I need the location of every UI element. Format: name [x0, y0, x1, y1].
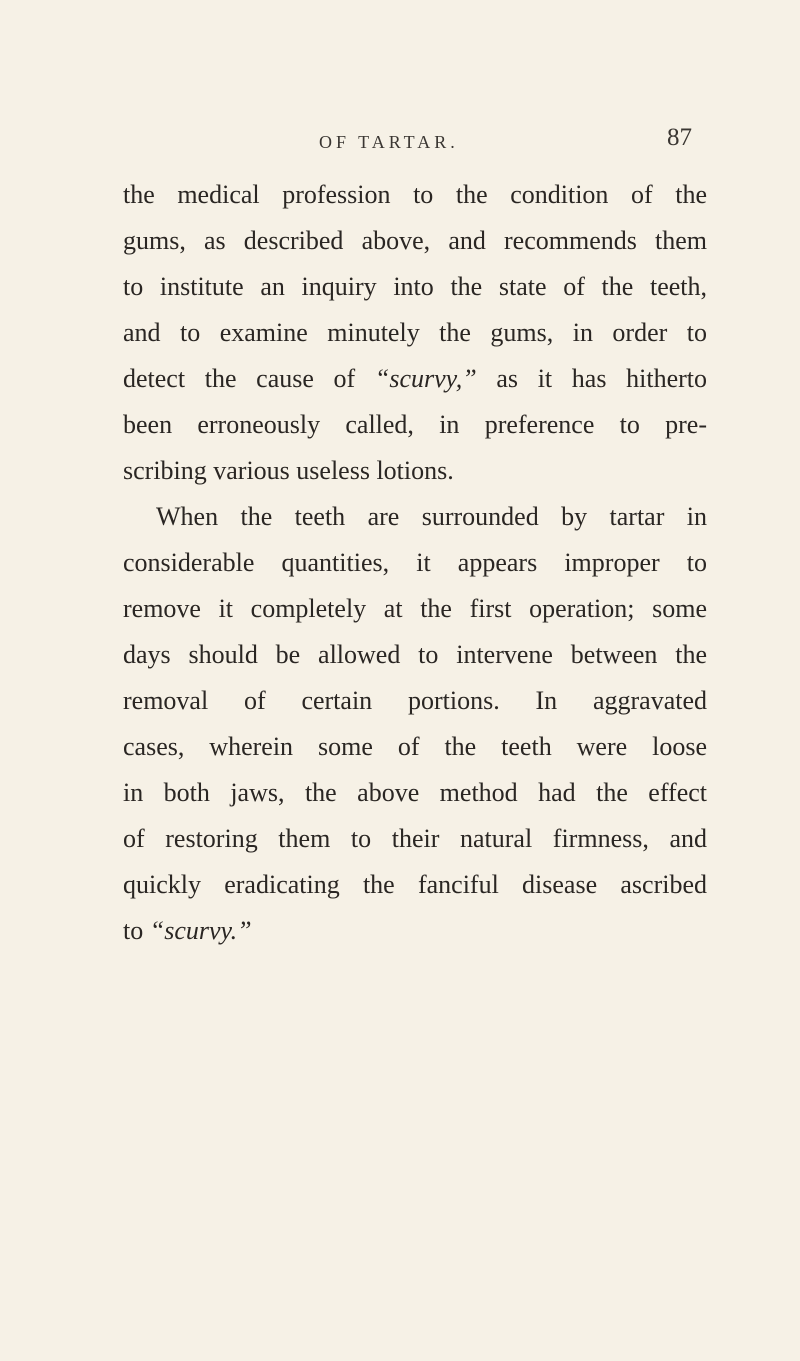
text-line	[123, 402, 707, 448]
text-line	[123, 908, 707, 954]
text-line	[123, 264, 707, 310]
text-run: in both jaws, the above method had the effect	[123, 778, 707, 807]
text-line	[123, 816, 707, 862]
text-line	[123, 862, 707, 908]
text-run: removal of certain portions. In aggravated	[123, 686, 707, 715]
text-run: as it has hitherto	[476, 364, 707, 393]
text-line	[123, 218, 707, 264]
running-head: OF TARTAR.	[319, 132, 459, 152]
text-line	[123, 310, 707, 356]
text-line	[123, 448, 707, 494]
italic-phrase: “scurvy,”	[374, 364, 477, 393]
text-line	[123, 632, 707, 678]
text-run: quickly eradicating the fanciful disease ascribed	[123, 870, 707, 899]
text-run: scribing various useless lotions.	[123, 456, 454, 485]
text-run: of restoring them to their natural firmness, and	[123, 824, 707, 853]
text-run: remove it completely at the first operation; some	[123, 594, 707, 623]
text-line	[123, 540, 707, 586]
text-line	[123, 356, 707, 402]
text-run: the medical profession to the condition of the	[123, 180, 707, 209]
italic-phrase: “scurvy.”	[149, 916, 252, 945]
text-run: to institute an inquiry into the state of the teeth,	[123, 272, 707, 301]
text-run: When the teeth are surrounded by tartar in	[156, 502, 707, 531]
text-run: and to examine minutely the gums, in order to	[123, 318, 707, 347]
text-line	[123, 172, 707, 218]
text-line	[123, 770, 707, 816]
body-text	[123, 172, 707, 954]
text-run: detect the cause of	[123, 364, 375, 393]
text-line	[123, 724, 707, 770]
text-run: considerable quantities, it appears improper to	[123, 548, 707, 577]
text-run: been erroneously called, in preference to pre-	[123, 410, 707, 439]
text-run: to	[123, 916, 150, 945]
text-run: days should be allowed to intervene between the	[123, 640, 707, 669]
text-line	[123, 678, 707, 724]
text-line	[123, 586, 707, 632]
text-line	[123, 494, 707, 540]
text-run: cases, wherein some of the teeth were loose	[123, 732, 707, 761]
page-number: 87	[667, 124, 692, 151]
text-run: gums, as described above, and recommends them	[123, 226, 707, 255]
